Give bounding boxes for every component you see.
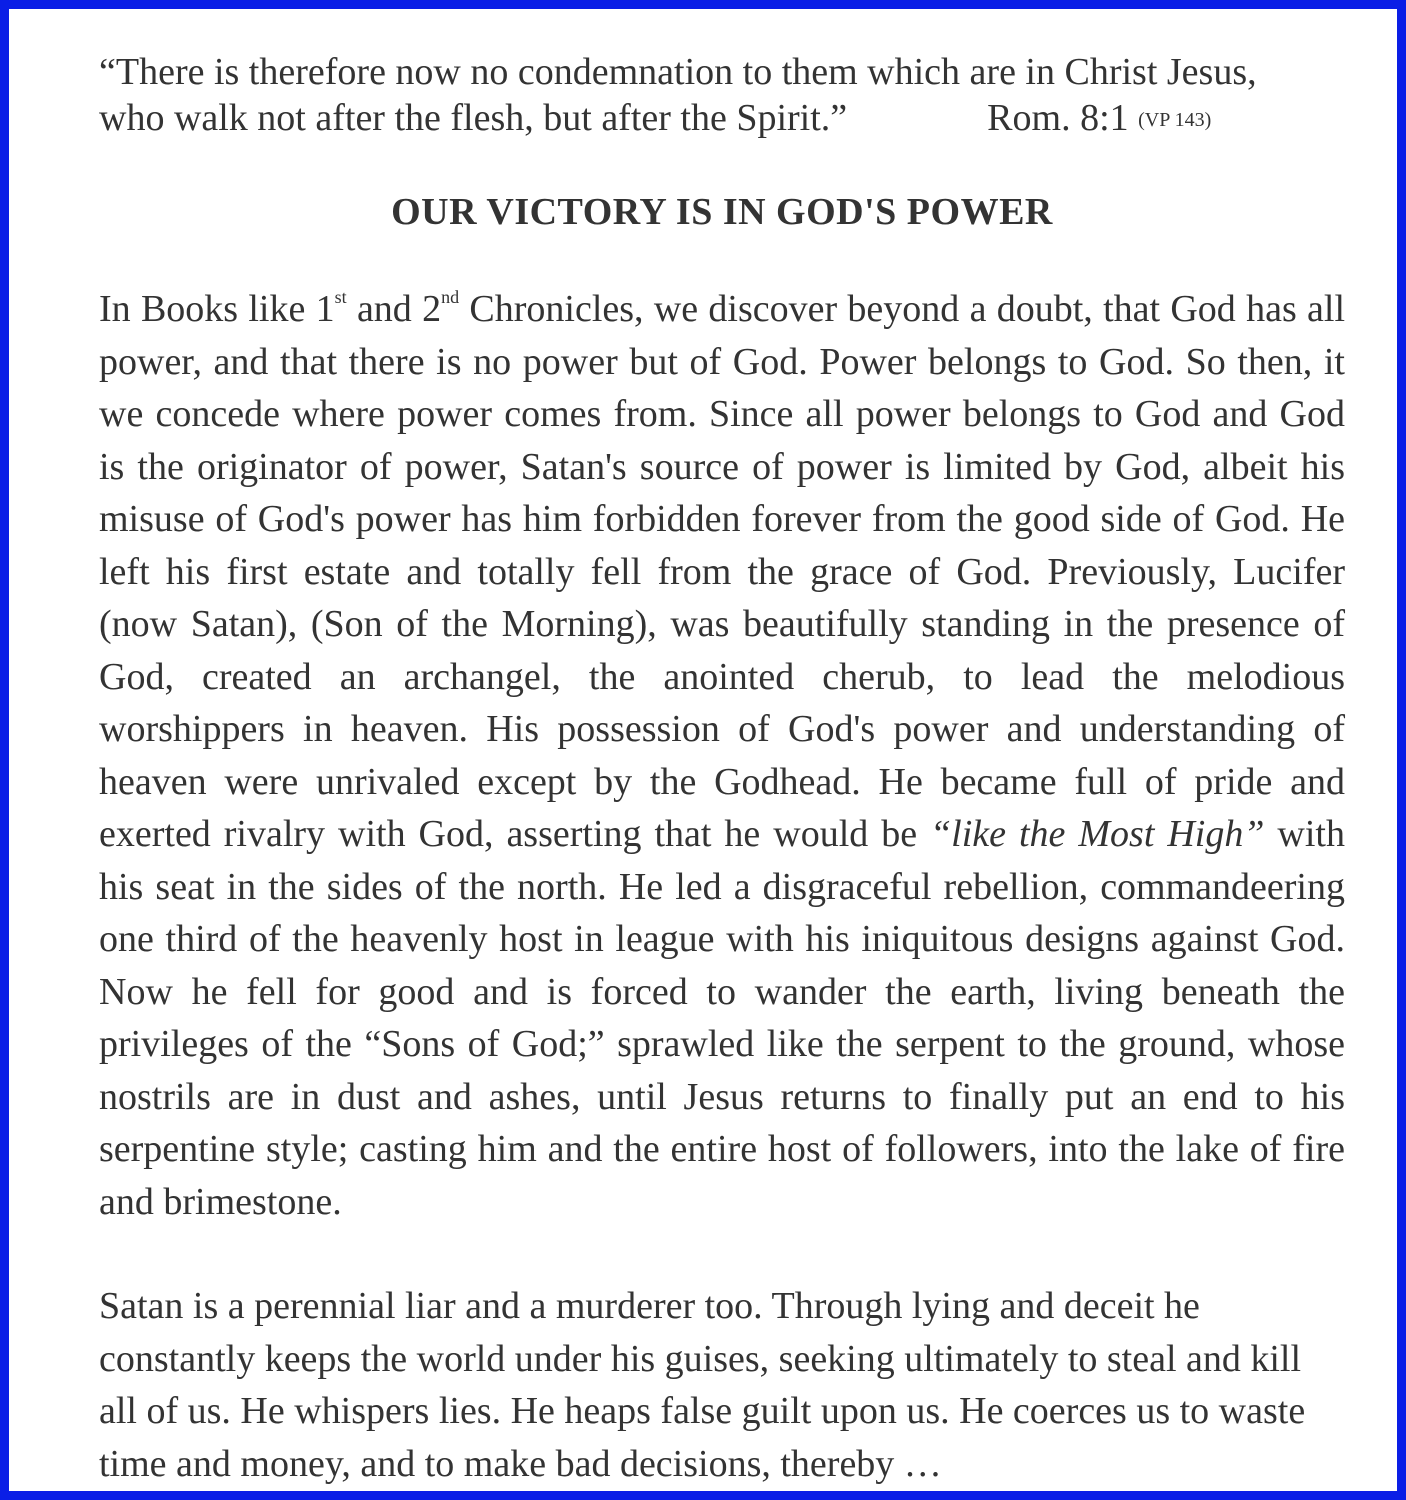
page-title: OUR VICTORY IS IN GOD'S POWER <box>391 191 1053 233</box>
verse-reference-note: (VP 143) <box>1138 109 1212 131</box>
document-content <box>99 49 1345 1490</box>
ordinal-suffix-first: st <box>334 287 347 307</box>
scripture-verse <box>99 49 1345 143</box>
ordinal-suffix-second: nd <box>441 287 460 307</box>
paragraph-1-text-b: and 2 <box>346 288 442 330</box>
verse-line-2 <box>99 95 1345 143</box>
verse-reference: Rom. 8:1 <box>987 97 1129 139</box>
body-paragraph-1 <box>99 283 1345 1228</box>
paragraph-1-text-d: with his seat in the sides of the north. He led a disgraceful rebellion, commandeering one third of the heavenly host in league with his iniquitous designs against God. Now he fell for good and is forced to wander the earth, living beneath the privileges of the “Sons of God;” sprawled like the serpent to the ground, whose nostrils are in dust and ashes, until Jesus returns to finally put an end to his serpentine style; casting him and the entire host of followers, into the lake of fire and brimestone. <box>99 813 1345 1223</box>
paragraph-1-text-a: In Books like 1 <box>99 288 335 330</box>
verse-line-1: “There is therefore now no condemnation to them which are in Christ Jesus, <box>99 51 1257 93</box>
italic-quote: “like the Most High” <box>930 813 1265 855</box>
paragraph-1-text-c: Chronicles, we discover beyond a doubt, that God has all power, and that there is no power but of God. Power belongs to God. So then, it we concede where power comes from. Since all power belongs to God and God is the originator of power, Satan's source of power is limited by God, albeit his misuse of God's power has him forbidden forever from the good side of God. He left his first estate and totally fell from the grace of God. Previously, Lucifer (now Satan), (Son of the Morning), was beautifully standing in the presence of God, created an archangel, the anointed cherub, to lead the melodious worshippers in heaven. His possession of God's power and understanding of heaven were unrivaled except by the Godhead. He became full of pride and exerted rivalry with God, asserting that he would be <box>99 288 1346 855</box>
body-paragraph-2: Satan is a perennial liar and a murderer too. Through lying and deceit he constantly keeps the world under his guises, seeking ultimately to steal and kill all of us. He whispers lies. He heaps false guilt upon us. He coerces us to waste time and money, and to make bad decisions, thereby … <box>99 1285 1306 1485</box>
verse-line-2-text: who walk not after the flesh, but after the Spirit.” <box>99 97 848 139</box>
